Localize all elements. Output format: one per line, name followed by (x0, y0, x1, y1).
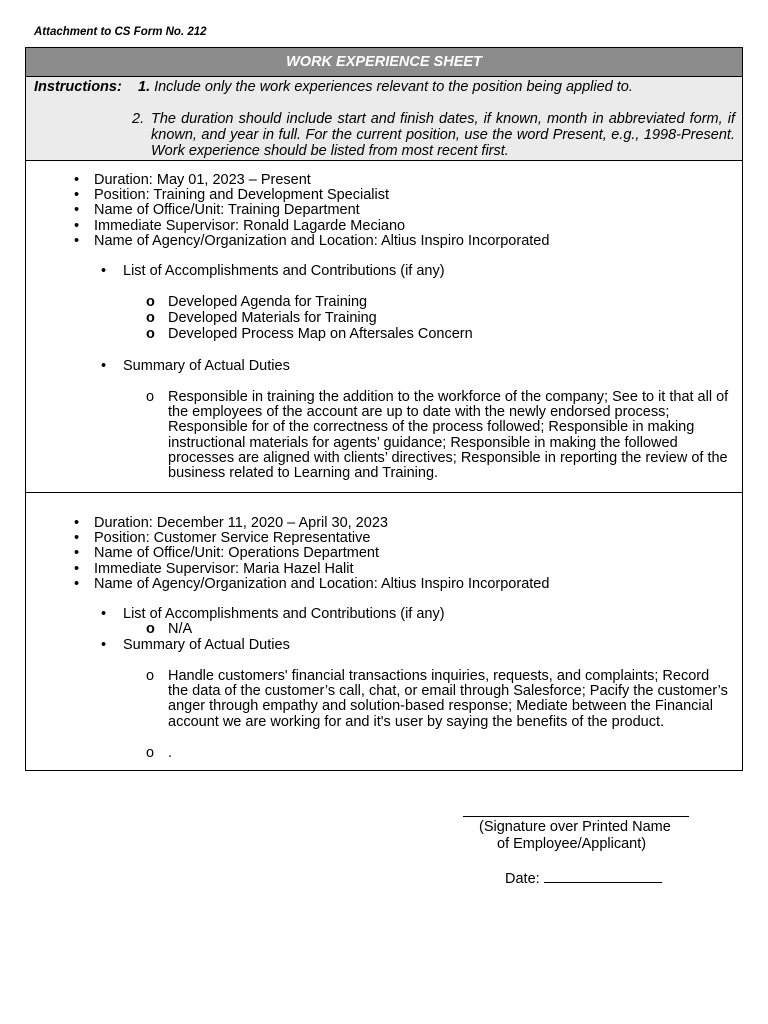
accomplishment-item: o Developed Process Map on Aftersales Concern (146, 326, 473, 342)
instruction-2-text: The duration should include start and finish dates, if known, month in abbreviated form, if known, and year in full. For the current position, use the word Present, e.g., 1998-Present. Work experience should be listed from most recent first. (151, 111, 735, 159)
date-label: Date: (505, 871, 540, 887)
instructions-box (26, 77, 742, 161)
entry-office: • Name of Office/Unit: Training Department (74, 203, 549, 218)
accomplishment-item: o N/A (146, 621, 193, 637)
entry-position: • Position: Customer Service Representative (74, 531, 549, 546)
instructions-label: Instructions: (34, 79, 122, 95)
accomplishments-label: • List of Accomplishments and Contributions (if any) (101, 607, 445, 622)
sheet-title: WORK EXPERIENCE SHEET (26, 48, 742, 77)
entry-office: • Name of Office/Unit: Operations Department (74, 546, 549, 561)
date-blank-line[interactable] (544, 870, 662, 883)
entry-position: • Position: Training and Development Specialist (74, 188, 549, 203)
duty-item: o Responsible in training the addition to the workforce of the company; See to it that all of the employees of the account are up to date with the newly endorsed process; Responsible for of the correctness of the process followed; Responsible in making instructional materials for agents’ guidance; Responsible in making the followed processes are aligned with clients’ directives; Responsible in reporting the review of the business related to Learning and Training. (146, 390, 733, 481)
duty-text: Responsible in training the addition to the workforce of the company; See to it that all of the employees of the account are up to date with the newly endorsed process; Responsible for of the correctness of the process followed; Responsible in making instructional materials for agents’ guidance; Responsible in making the followed processes are aligned with clients’ directives; Responsible in reporting the review of the business related to Learning and Training. (168, 389, 729, 482)
entry-supervisor: • Immediate Supervisor: Maria Hazel Halit (74, 562, 549, 577)
entry-agency: • Name of Agency/Organization and Location: Altius Inspiro Incorporated (74, 234, 549, 249)
accomplishments-label: • List of Accomplishments and Contributions (if any) (101, 264, 445, 279)
entry-2-details (74, 516, 549, 592)
duty-text: . (168, 745, 173, 761)
work-experience-sheet (25, 47, 743, 771)
instruction-item-2 (132, 111, 735, 159)
experience-entry-2 (26, 493, 742, 771)
signature-caption-line-1: (Signature over Printed Name (479, 819, 671, 835)
instruction-2-number: 2. (132, 111, 145, 127)
duty-item: o . (146, 746, 733, 761)
accomplishment-item: o Developed Materials for Training (146, 310, 377, 326)
duties-label: • Summary of Actual Duties (101, 638, 290, 653)
instruction-1-number: 1. (138, 79, 151, 95)
attachment-label: Attachment to CS Form No. 212 (34, 26, 207, 38)
signature-caption-line-2: of Employee/Applicant) (497, 836, 647, 852)
entry-1-details (74, 173, 549, 249)
experience-entry-1 (26, 161, 742, 493)
entry-supervisor: • Immediate Supervisor: Ronald Lagarde Meciano (74, 219, 549, 234)
instruction-1-text: Include only the work experiences relevant to the position being applied to. (154, 79, 633, 95)
duty-item: o Handle customers' financial transactions inquiries, requests, and complaints; Record the data of the customer’s call, chat, or email through Salesforce; Pacify the customer’s anger through empathy and solution-based response; Mediate between the Financial account we are working for and it's user by saying the benefits of the product. (146, 669, 733, 730)
entry-duration: • Duration: May 01, 2023 – Present (74, 173, 549, 188)
entry-agency: • Name of Agency/Organization and Location: Altius Inspiro Incorporated (74, 577, 549, 592)
duties-label: • Summary of Actual Duties (101, 359, 290, 374)
entry-duration: • Duration: December 11, 2020 – April 30, 2023 (74, 516, 549, 531)
duty-text: Handle customers' financial transactions inquiries, requests, and complaints; Record the data of the customer’s call, chat, or email through Salesforce; Pacify the customer’s anger through empathy and solution-based response; Mediate between the Financial account we are working for and it's user by saying the benefits of the product. (168, 668, 728, 730)
signature-line (463, 816, 689, 817)
instruction-item-1 (138, 79, 633, 95)
date-field (505, 870, 662, 887)
accomplishment-item: o Developed Agenda for Training (146, 294, 368, 310)
